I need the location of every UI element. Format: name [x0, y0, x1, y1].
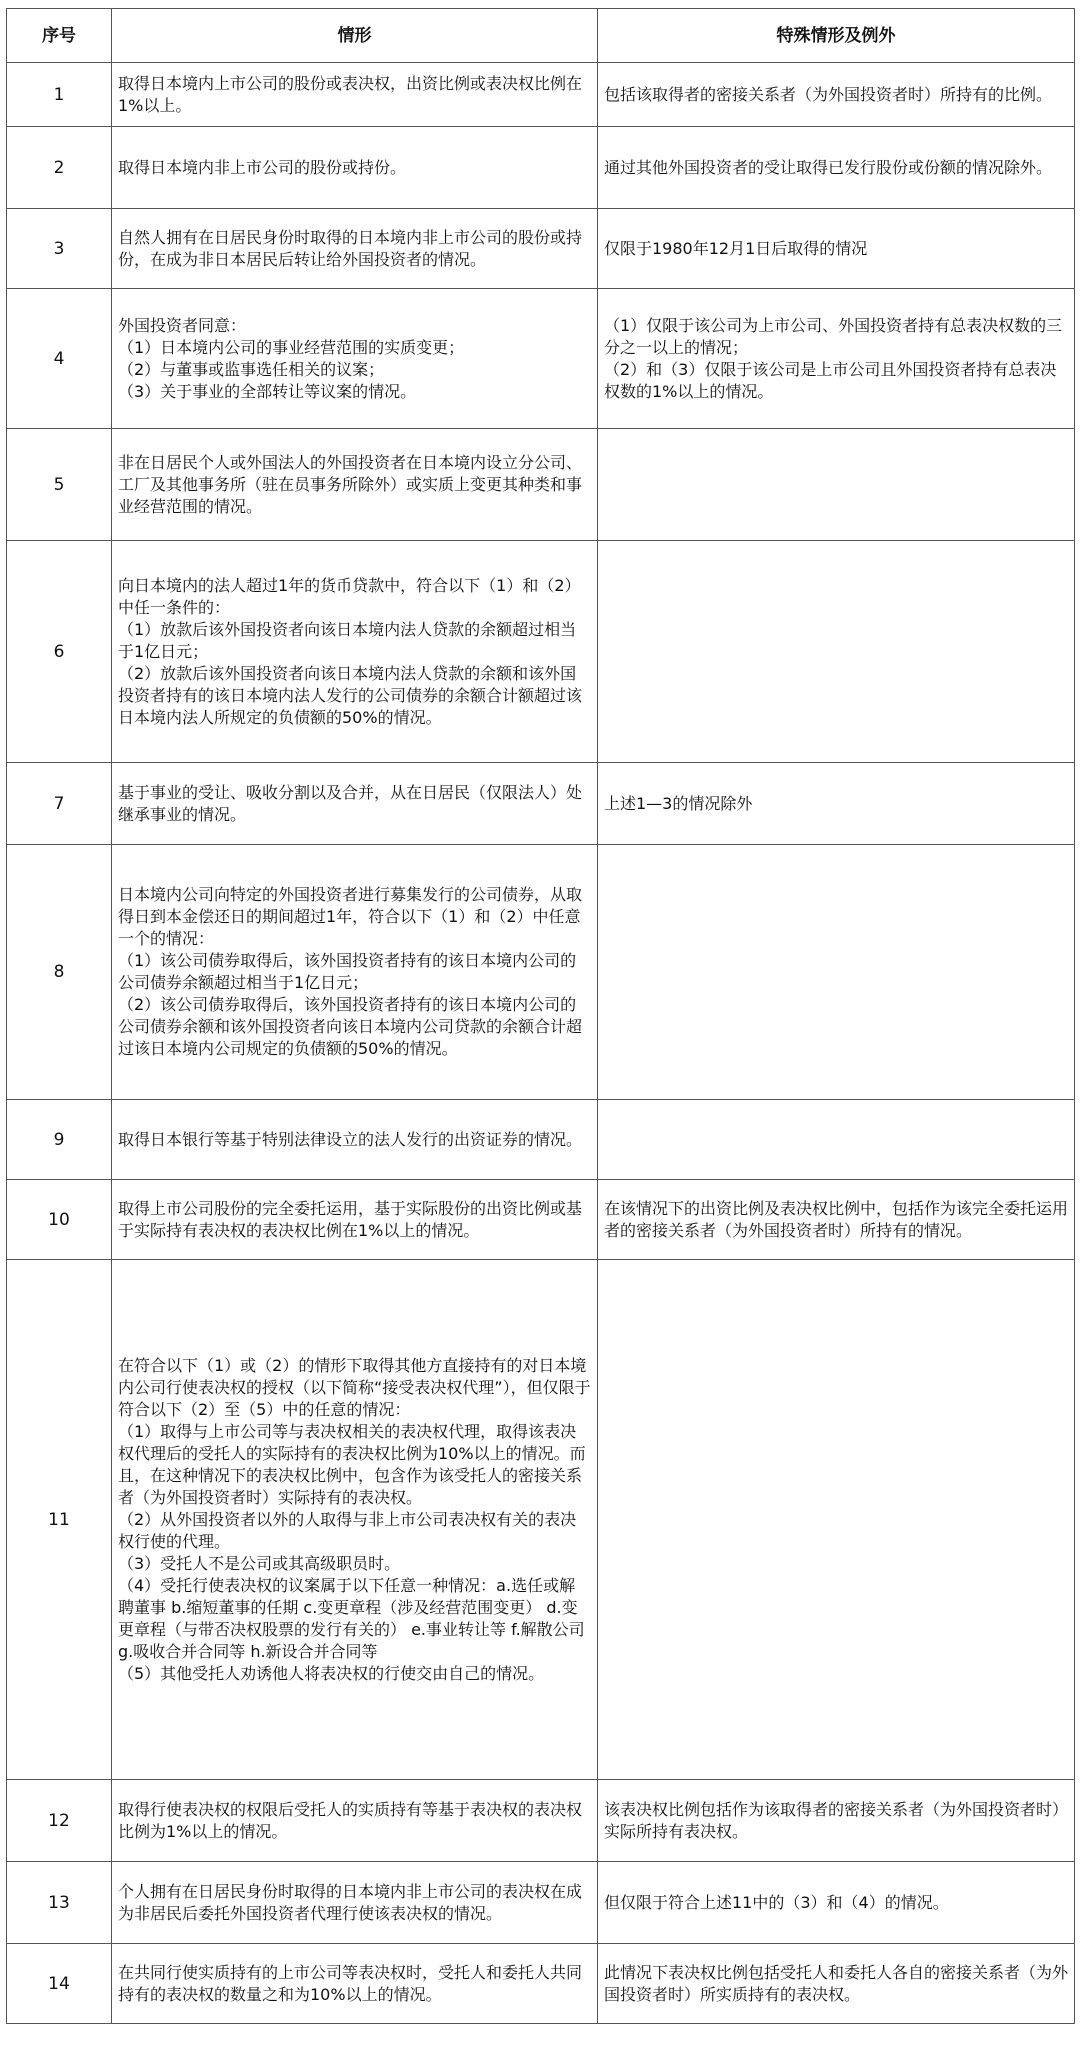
row-number: 13 — [7, 1862, 112, 1944]
case-cell: 取得上市公司股份的完全委托运用，基于实际股份的出资比例或基于实际持有表决权的表决权比例在1%以上的情况。 — [112, 1180, 598, 1260]
exception-cell: 在该情况下的出资比例及表决权比例中，包括作为该完全委托运用者的密接关系者（为外国投资者时）所持有的情况。 — [598, 1180, 1075, 1260]
row-number: 5 — [7, 429, 112, 541]
row-number: 4 — [7, 289, 112, 429]
row-number: 14 — [7, 1944, 112, 2024]
case-cell: 取得日本银行等基于特别法律设立的法人发行的出资证券的情况。 — [112, 1100, 598, 1180]
table-row — [7, 1944, 1075, 2024]
case-cell: 取得日本境内非上市公司的股份或持份。 — [112, 127, 598, 209]
exception-cell — [598, 1100, 1075, 1180]
exception-cell — [598, 541, 1075, 763]
case-cell: 取得行使表决权的权限后受托人的实质持有等基于表决权的表决权比例为1%以上的情况。 — [112, 1780, 598, 1862]
row-number: 8 — [7, 845, 112, 1100]
row-number: 10 — [7, 1180, 112, 1260]
exception-cell — [598, 429, 1075, 541]
row-number: 11 — [7, 1260, 112, 1780]
exception-cell: 但仅限于符合上述11中的（3）和（4）的情况。 — [598, 1862, 1075, 1944]
row-number: 7 — [7, 763, 112, 845]
exception-cell: 通过其他外国投资者的受让取得已发行股份或份额的情况除外。 — [598, 127, 1075, 209]
case-cell: 日本境内公司向特定的外国投资者进行募集发行的公司债券，从取得日到本金偿还日的期间超过1年，符合以下（1）和（2）中任意一个的情况： （1）该公司债券取得后，该外国投资者持有的该日本境内公司的公司债券余额超过相当于1亿日元； （2）该公司债券取得后，该外国投资者持有的该日本境内公司的公司债券余额和该外国投资者向该日本境内公司贷款的余额合计超过该日本境内公司规定的负债额的50%的情况。 — [112, 845, 598, 1100]
case-cell: 个人拥有在日居民身份时取得的日本境内非上市公司的表决权在成为非居民后委托外国投资者代理行使该表决权的情况。 — [112, 1862, 598, 1944]
case-cell: 取得日本境内上市公司的股份或表决权，出资比例或表决权比例在1%以上。 — [112, 63, 598, 127]
case-cell: 非在日居民个人或外国法人的外国投资者在日本境内设立分公司、工厂及其他事务所（驻在员事务所除外）或实质上变更其种类和事业经营范围的情况。 — [112, 429, 598, 541]
table-row — [7, 1100, 1075, 1180]
table-row — [7, 209, 1075, 289]
row-number: 9 — [7, 1100, 112, 1180]
row-number: 3 — [7, 209, 112, 289]
row-number: 12 — [7, 1780, 112, 1862]
table-row — [7, 1780, 1075, 1862]
table-row — [7, 845, 1075, 1100]
header-case: 情形 — [112, 9, 598, 63]
header-exception: 特殊情形及例外 — [598, 9, 1075, 63]
case-cell: 自然人拥有在日居民身份时取得的日本境内非上市公司的股份或持份，在成为非日本居民后转让给外国投资者的情况。 — [112, 209, 598, 289]
header-number: 序号 — [7, 9, 112, 63]
exception-cell: 上述1—3的情况除外 — [598, 763, 1075, 845]
table-row — [7, 1180, 1075, 1260]
case-cell: 在共同行使实质持有的上市公司等表决权时，受托人和委托人共同持有的表决权的数量之和为10%以上的情况。 — [112, 1944, 598, 2024]
case-cell: 外国投资者同意： （1）日本境内公司的事业经营范围的实质变更； （2）与董事或监事选任相关的议案； （3）关于事业的全部转让等议案的情况。 — [112, 289, 598, 429]
table-row — [7, 1862, 1075, 1944]
case-cell: 向日本境内的法人超过1年的货币贷款中，符合以下（1）和（2）中任一条件的： （1）放款后该外国投资者向该日本境内法人贷款的余额超过相当于1亿日元； （2）放款后该外国投资者向该日本境内法人贷款的余额和该外国投资者持有的该日本境内法人发行的公司债券的余额合计额超过该日本境内法人所规定的负债额的50%的情况。 — [112, 541, 598, 763]
table-row — [7, 1260, 1075, 1780]
table-row — [7, 289, 1075, 429]
exception-cell: 此情况下表决权比例包括受托人和委托人各自的密接关系者（为外国投资者时）所实质持有的表决权。 — [598, 1944, 1075, 2024]
table-row — [7, 763, 1075, 845]
rules-table — [6, 8, 1075, 2024]
exception-cell: 该表决权比例包括作为该取得者的密接关系者（为外国投资者时）实际所持有表决权。 — [598, 1780, 1075, 1862]
table-row — [7, 63, 1075, 127]
row-number: 2 — [7, 127, 112, 209]
table-row — [7, 429, 1075, 541]
table-row — [7, 541, 1075, 763]
exception-cell: 仅限于1980年12月1日后取得的情况 — [598, 209, 1075, 289]
table-header-row — [7, 9, 1075, 63]
exception-cell: 包括该取得者的密接关系者（为外国投资者时）所持有的比例。 — [598, 63, 1075, 127]
case-cell: 在符合以下（1）或（2）的情形下取得其他方直接持有的对日本境内公司行使表决权的授权（以下简称“接受表决权代理”），但仅限于符合以下（2）至（5）中的任意的情况： （1）取得与上市公司等与表决权相关的表决权代理，取得该表决权代理后的受托人的实际持有的表决权比例为10%以上的情况。而且，在这种情况下的表决权比例中，包含作为该受托人的密接关系者（为外国投资者时）实际持有的表决权。 （2）从外国投资者以外的人取得与非上市公司表决权有关的表决权行使的代理。 （3）受托人不是公司或其高级职员时。 （4）受托行使表决权的议案属于以下任意一种情况：a.选任或解聘董事 b.缩短董事的任期 c.变更章程（涉及经营范围变更） d.变更章程（与带否决权股票的发行有关的） e.事业转让等 f.解散公司 g.吸收合并合同等 h.新设合并合同等 （5）其他受托人劝诱他人将表决权的行使交由自己的情况。 — [112, 1260, 598, 1780]
table-row — [7, 127, 1075, 209]
case-cell: 基于事业的受让、吸收分割以及合并，从在日居民（仅限法人）处继承事业的情况。 — [112, 763, 598, 845]
exception-cell — [598, 845, 1075, 1100]
exception-cell — [598, 1260, 1075, 1780]
row-number: 6 — [7, 541, 112, 763]
row-number: 1 — [7, 63, 112, 127]
exception-cell: （1）仅限于该公司为上市公司、外国投资者持有总表决权数的三分之一以上的情况； （2）和（3）仅限于该公司是上市公司且外国投资者持有总表决权数的1%以上的情况。 — [598, 289, 1075, 429]
